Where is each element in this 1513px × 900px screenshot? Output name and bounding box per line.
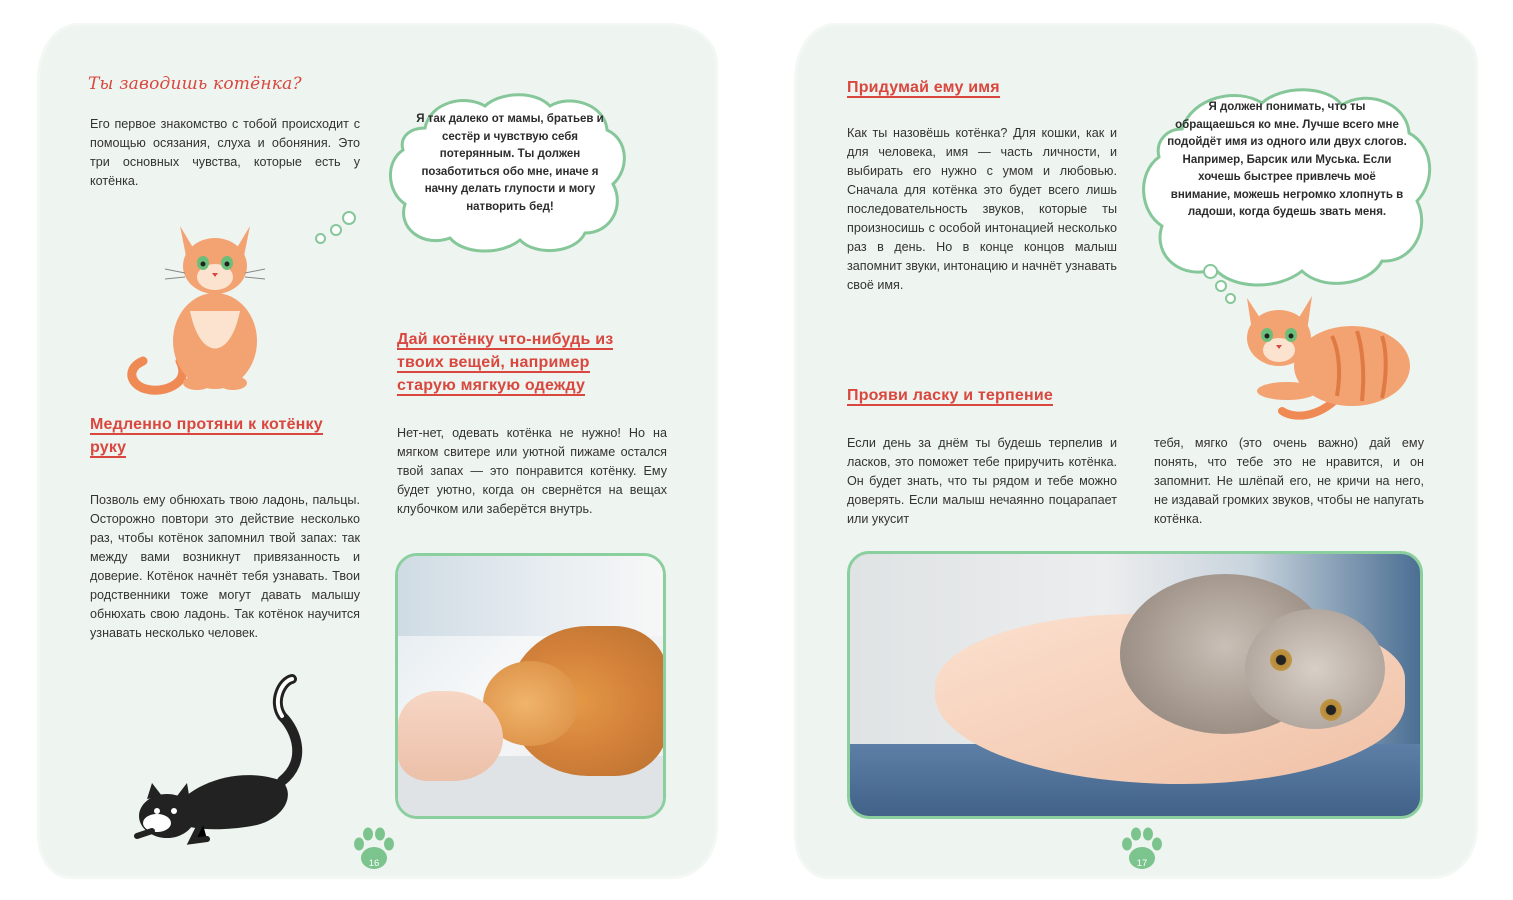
- page-title: Ты заводишь котёнка?: [88, 74, 302, 94]
- section-body-name: Как ты назовёшь котёнка? Для кошки, как и для человека, имя — часть личности, и выбирать его нужно с умом и любовью. Сначала для котёнка это будет всего лишь последовательность звуков, которые ты произносишь с особой интонацией несколько раз в день. Но в конце концов малыш запомнит звуки, интонацию и начнёт узнавать своё имя.: [847, 126, 1117, 292]
- black-cat-illustration: [132, 671, 322, 846]
- bubble-dot: [330, 224, 342, 236]
- bubble-dot: [342, 211, 356, 225]
- section-body-clothes: Нет-нет, одевать котёнка не нужно! Но на мягком свитере или уютной пижаме остался твой запах — это понравится котёнку. Ему будет уютно, когда он свернётся на вещах клубочком или заберётся внутрь.: [397, 426, 667, 516]
- right-page: [797, 26, 1475, 876]
- bubble-dot: [315, 233, 326, 244]
- photo-kitten-hand: [395, 553, 666, 819]
- sitting-cat-illustration: [125, 211, 295, 396]
- kitten-head: [1245, 609, 1385, 729]
- section-heading-clothes: [397, 328, 647, 397]
- section-heading-name-text: Придумай ему имя: [847, 79, 1000, 96]
- human-hand: [398, 691, 503, 781]
- section-heading-hand: [90, 413, 360, 459]
- section-body-patience-col2: тебя, мягко (это очень важно) дай ему понять, что тебе это не нравится, и он запомнит. Не шлёпай его, не кричи на него, не издавай громких звуков, чтобы не напугать котёнка.: [1154, 436, 1424, 526]
- section-heading-clothes-text: Дай котёнку что-нибудь из твоих вещей, например старую мягкую одежду: [397, 331, 614, 394]
- speech-bubble-text: Я должен понимать, что ты обращаешься ко мне. Лучше всего мне подойдёт имя из одного или двух слогов. Например, Барсик или Муська. Если хочешь быстрее привлечь моё внимание, можешь негромко хлопнуть в ладоши, когда будешь звать меня.: [1167, 101, 1407, 218]
- speech-bubble-text: Я так далеко от мамы, братьев и сестёр и чувствую себя потерянным. Ты должен позаботиться обо мне, иначе я начну делать глупости и могу натворить бед!: [416, 113, 604, 213]
- section-body-hand: Позволь ему обнюхать твою ладонь, пальцы. Осторожно повтори это действие несколько раз, чтобы котёнок запомнил твой запах: так между вами возникнут привязанность и доверие. Котёнок начнёт тебя узнавать. Твои родственники тоже могут давать малышу обнюхать свою ладонь. Так котёнок научится узнавать несколько человек.: [90, 493, 360, 640]
- bubble-dot: [1225, 293, 1236, 304]
- intro-text: Его первое знакомство с тобой происходит с помощью осязания, слуха и обоняния. Это три основных чувства, которые есть у котёнка.: [90, 117, 360, 188]
- section-heading-patience-text: Прояви ласку и терпение: [847, 387, 1053, 404]
- window-frame: [398, 556, 663, 636]
- bubble-dot: [1203, 264, 1218, 279]
- photo-kitten-arms: [847, 551, 1423, 819]
- kitten-eye: [1320, 699, 1342, 721]
- bubble-dot: [1215, 280, 1227, 292]
- section-heading-hand-text: Медленно протяни к котёнку руку: [90, 416, 323, 456]
- kitten-eye: [1270, 649, 1292, 671]
- section-heading-patience: [847, 384, 1127, 407]
- lying-cat-illustration: [1237, 286, 1417, 421]
- page-number: 16: [368, 858, 380, 869]
- page-number: 17: [1136, 858, 1148, 869]
- left-page: [40, 26, 715, 876]
- section-heading-name: [847, 76, 1127, 99]
- section-body-patience-col1: Если день за днём ты будешь терпелив и ласков, это поможет тебе приручить котёнка. Он будет знать, что ты рядом и тебе можно доверять. Если малыш нечаянно поцарапает или укусит: [847, 436, 1117, 526]
